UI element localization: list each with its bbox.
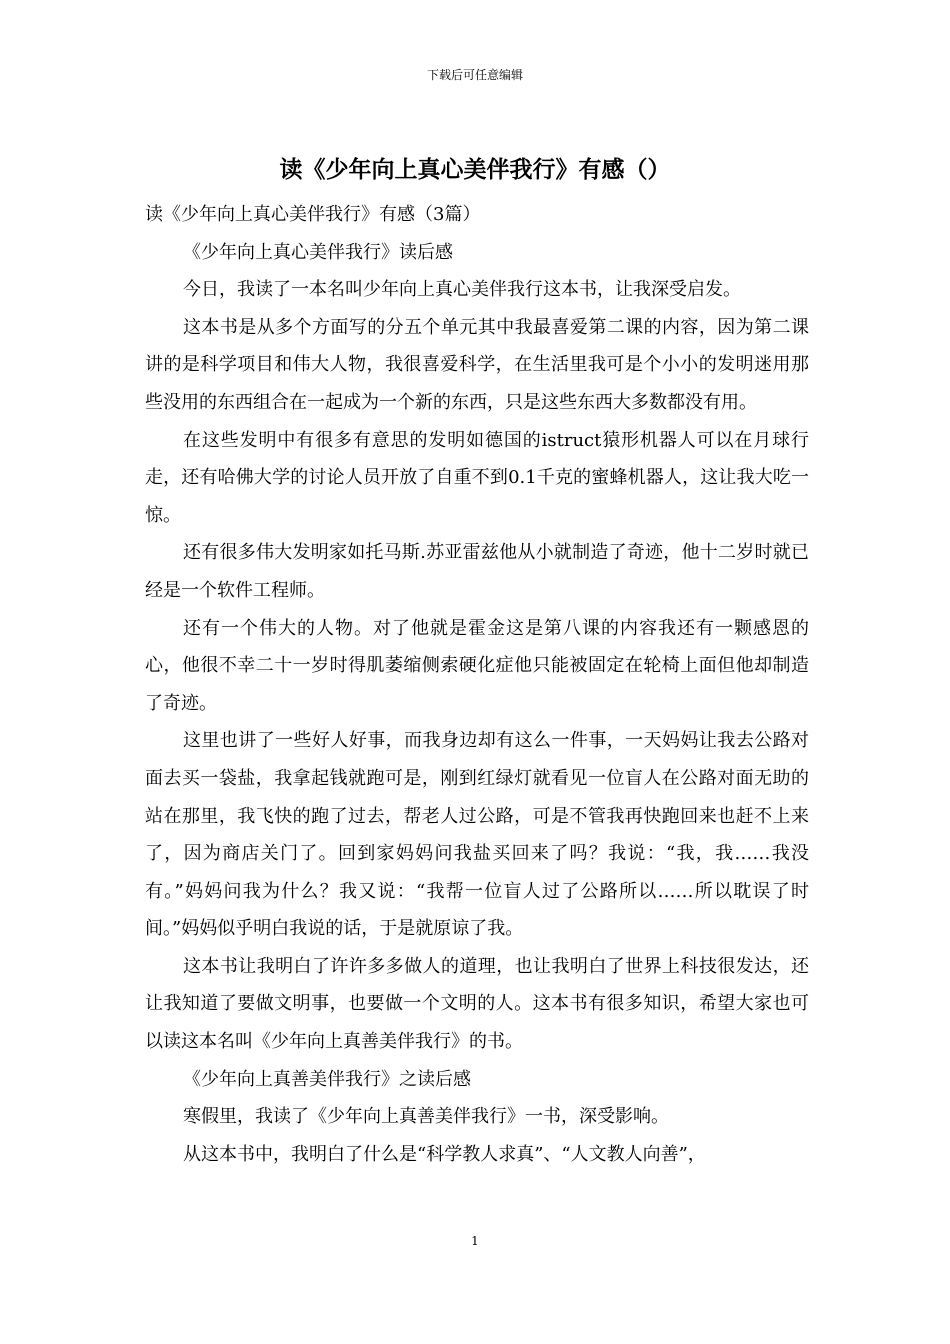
paragraph: 今日，我读了一本名叫少年向上真心美伴我行这本书，让我深受启发。 bbox=[183, 279, 741, 301]
page-number: 1 bbox=[471, 1234, 479, 1248]
paragraph: 这本书是从多个方面写的分五个单元其中我最喜爱第二课的内容，因为第二课讲的是科学项目和伟大人物，我很喜爱科学，在生活里我可是个小小的发明迷用那些没用的东西组合在一起成为一个新的东西，只是这些东西大多数都没有用。 bbox=[145, 316, 809, 413]
paragraph: 寒假里，我读了《少年向上真善美伴我行》一书，深受影响。 bbox=[183, 1106, 669, 1128]
paragraph: 这本书让我明白了许许多多做人的道理，也让我明白了世界上科技很发达，还让我知道了要做文明事，也要做一个文明的人。这本书有很多知识，希望大家也可以读这本名叫《少年向上真善美伴我行》的书。 bbox=[145, 955, 809, 1053]
paragraph: 还有很多伟大发明家如托马斯.苏亚雷兹他从小就制造了奇迹，他十二岁时就已经是一个软件工程师。 bbox=[145, 542, 809, 601]
paragraph: 这里也讲了一些好人好事，而我身边却有这么一件事，一天妈妈让我去公路对面去买一袋盐，我拿起钱就跑可是，刚到红绿灯就看见一位盲人在公路对面无助的站在那里，我飞快的跑了过去，帮老人过公路，可是不管我再快跑回来也赶不上来了，因为商店关门了。回到家妈妈问我盐买回来了吗？我说：“我，我……我没有。”妈妈问我为什么？我又说：“我帮一位盲人过了公路所以……所以耽误了时间。”妈妈似乎明白我说的话，于是就原谅了我。 bbox=[145, 730, 809, 940]
paragraph-subtitle: 读《少年向上真心美伴我行》有感（3篇） bbox=[145, 204, 481, 225]
paragraph-section-heading: 《少年向上真心美伴我行》读后感 bbox=[183, 241, 453, 263]
paragraph-section-heading: 《少年向上真善美伴我行》之读后感 bbox=[183, 1068, 471, 1090]
paragraph: 从这本书中，我明白了什么是“科学教人求真”、“人文教人向善”， bbox=[183, 1143, 706, 1165]
document-title: 读《少年向上真心美伴我行》有感（） bbox=[279, 157, 671, 183]
paragraph: 还有一个伟大的人物。对了他就是霍金这是第八课的内容我还有一颗感恩的心，他很不幸二十一岁时得肌萎缩侧索硬化症他只能被固定在轮椅上面但他却制造了奇迹。 bbox=[145, 617, 809, 714]
paragraph: 在这些发明中有很多有意思的发明如德国的istruct猿形机器人可以在月球行走，还有哈佛大学的讨论人员开放了自重不到0.1千克的蜜蜂机器人，这让我大吃一惊。 bbox=[145, 429, 809, 526]
document-body bbox=[145, 196, 809, 1173]
header-note: 下载后可任意编辑 bbox=[426, 68, 523, 82]
